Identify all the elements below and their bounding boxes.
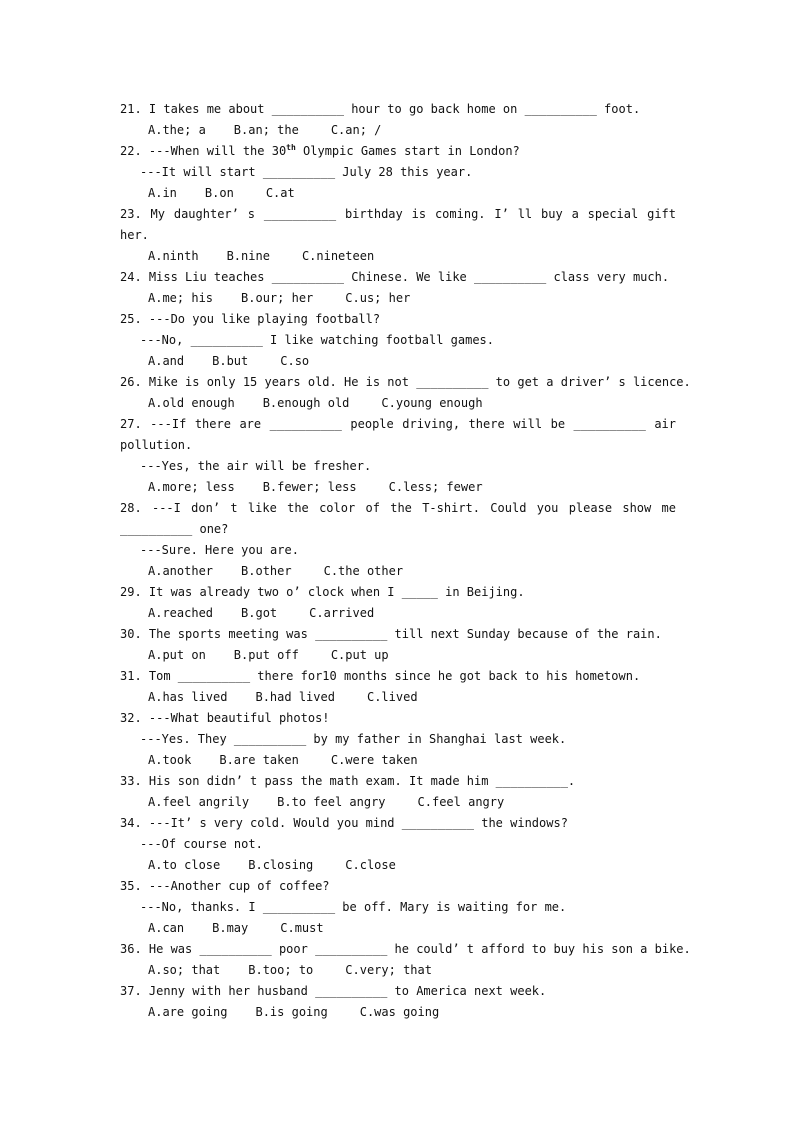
answer-option: C.the other	[323, 564, 404, 578]
question-stem: 24. Miss Liu teaches __________ Chinese. We like __________ class very much.	[120, 270, 670, 284]
dialogue-line: ---No, __________ I like watching football games.	[140, 333, 495, 347]
question-stem: 32. ---What beautiful photos!	[120, 711, 330, 725]
question-item	[120, 141, 676, 204]
answer-option: A.in	[148, 186, 177, 200]
answer-option: B.got	[241, 606, 278, 620]
question-stem: 23. My daughter’ s __________ birthday is coming. I’ ll buy a special gift	[120, 207, 676, 221]
answer-option: A.reached	[148, 606, 214, 620]
answer-option: A.ninth	[148, 249, 199, 263]
answer-option: C.us; her	[345, 291, 411, 305]
answer-option: B.our; her	[241, 291, 314, 305]
answer-option: B.nine	[226, 249, 270, 263]
answer-option: C.nineteen	[301, 249, 375, 263]
answer-option: A.and	[148, 354, 185, 368]
answer-options	[120, 687, 676, 708]
question-item	[120, 414, 676, 498]
question-stem: 30. The sports meeting was __________ till next Sunday because of the rain.	[120, 627, 662, 641]
question-item	[120, 939, 691, 981]
question-list	[120, 99, 691, 1023]
question-item	[120, 267, 676, 309]
question-stem: 25. ---Do you like playing football?	[120, 312, 381, 326]
answer-option: C.an; /	[330, 123, 382, 137]
question-item	[120, 372, 691, 414]
question-text: 22. ---When will the 30	[120, 144, 287, 158]
answer-options	[120, 120, 676, 141]
dialogue-line: ---No, thanks. I __________ be off. Mary is waiting for me.	[140, 900, 567, 914]
question-item	[120, 981, 676, 1023]
dialogue-line: ---It will start __________ July 28 this year.	[140, 165, 473, 179]
answer-option: A.more; less	[148, 480, 235, 494]
answer-options	[120, 288, 676, 309]
answer-option: C.at	[265, 186, 295, 200]
answer-option: A.took	[148, 753, 192, 767]
question-stem: 33. His son didn’ t pass the math exam. It made him __________.	[120, 774, 576, 788]
question-item	[120, 498, 676, 582]
question-stem: 35. ---Another cup of coffee?	[120, 879, 330, 893]
answer-option: A.so; that	[148, 963, 221, 977]
question-item	[120, 99, 676, 141]
answer-options	[120, 603, 676, 624]
answer-options	[120, 960, 676, 981]
answer-option: B.may	[212, 921, 249, 935]
answer-option: B.enough old	[262, 396, 350, 410]
answer-option: B.had lived	[255, 690, 335, 704]
answer-option: C.very; that	[345, 963, 432, 977]
answer-option: C.close	[345, 858, 396, 872]
answer-option: A.old enough	[148, 396, 235, 410]
question-item	[120, 813, 676, 876]
question-item	[120, 876, 676, 939]
answer-option: C.put up	[330, 648, 389, 662]
answer-option: C.was going	[359, 1005, 440, 1019]
question-stem: 31. Tom __________ there for10 months since he got back to his hometown.	[120, 669, 641, 683]
answer-option: A.has lived	[148, 690, 228, 704]
dialogue-line: ---Yes, the air will be fresher.	[140, 459, 372, 473]
answer-option: C.were taken	[330, 753, 418, 767]
answer-option: A.feel angrily	[148, 795, 250, 809]
answer-options	[120, 393, 676, 414]
answer-options	[120, 918, 676, 939]
answer-option: A.are going	[148, 1005, 228, 1019]
answer-option: A.me; his	[148, 291, 214, 305]
question-stem: 37. Jenny with her husband __________ to America next week.	[120, 984, 547, 998]
question-stem: 28. ---I don’ t like the color of the T-shirt. Could you please show me	[120, 501, 676, 515]
question-stem: 34. ---It’ s very cold. Would you mind __________ the windows?	[120, 816, 568, 830]
answer-option: C.arrived	[309, 606, 375, 620]
answer-option: B.on	[204, 186, 234, 200]
answer-options	[120, 750, 676, 771]
question-item	[120, 771, 676, 813]
answer-option: B.fewer; less	[262, 480, 357, 494]
answer-option: C.feel angry	[417, 795, 505, 809]
question-item	[120, 582, 676, 624]
dialogue-line: ---Yes. They __________ by my father in Shanghai last week.	[140, 732, 567, 746]
dialogue-line: ---Of course not.	[140, 837, 263, 851]
answer-option: C.young enough	[381, 396, 483, 410]
answer-options	[120, 1002, 676, 1023]
answer-option: B.to feel angry	[277, 795, 386, 809]
question-stem: 26. Mike is only 15 years old. He is not __________ to get a driver’ s licence.	[120, 375, 691, 389]
answer-options	[120, 792, 676, 813]
answer-option: C.less; fewer	[388, 480, 483, 494]
answer-options	[120, 477, 676, 498]
question-stem: 36. He was __________ poor __________ he could’ t afford to buy his son a bike.	[120, 942, 691, 956]
answer-option: C.so	[280, 354, 310, 368]
dialogue-line: ---Sure. Here you are.	[140, 543, 299, 557]
answer-option: B.put off	[233, 648, 299, 662]
question-stem-continued: __________ one?	[120, 522, 229, 536]
answer-option: B.but	[212, 354, 249, 368]
question-item	[120, 309, 676, 372]
answer-option: C.lived	[366, 690, 418, 704]
question-item	[120, 204, 676, 267]
answer-option: A.put on	[148, 648, 206, 662]
answer-option: B.an; the	[233, 123, 299, 137]
answer-option: A.can	[148, 921, 185, 935]
answer-option: A.to close	[148, 858, 221, 872]
question-item	[120, 624, 676, 666]
answer-option: B.other	[241, 564, 292, 578]
question-stem: 29. It was already two o’ clock when I _____ in Beijing.	[120, 585, 525, 599]
answer-option: B.are taken	[219, 753, 299, 767]
superscript: th	[286, 143, 296, 152]
question-item	[120, 708, 676, 771]
question-stem-continued: pollution.	[120, 438, 193, 452]
answer-option: A.another	[148, 564, 214, 578]
answer-option: C.must	[280, 921, 324, 935]
answer-option: B.closing	[248, 858, 314, 872]
answer-option: A.the; a	[148, 123, 206, 137]
question-stem: 27. ---If there are __________ people driving, there will be __________ air	[120, 417, 676, 431]
answer-options	[120, 246, 676, 267]
answer-options	[120, 561, 676, 582]
answer-options	[120, 351, 676, 372]
question-stem: 21. I takes me about __________ hour to go back home on __________ foot.	[120, 102, 641, 116]
answer-option: B.too; to	[248, 963, 314, 977]
question-stem-continued: her.	[120, 228, 149, 242]
answer-option: B.is going	[255, 1005, 328, 1019]
question-item	[120, 666, 676, 708]
answer-options	[120, 645, 676, 666]
answer-options	[120, 183, 676, 204]
question-text-tail: Olympic Games start in London?	[295, 144, 520, 158]
answer-options	[120, 855, 676, 876]
question-stem	[120, 141, 676, 162]
